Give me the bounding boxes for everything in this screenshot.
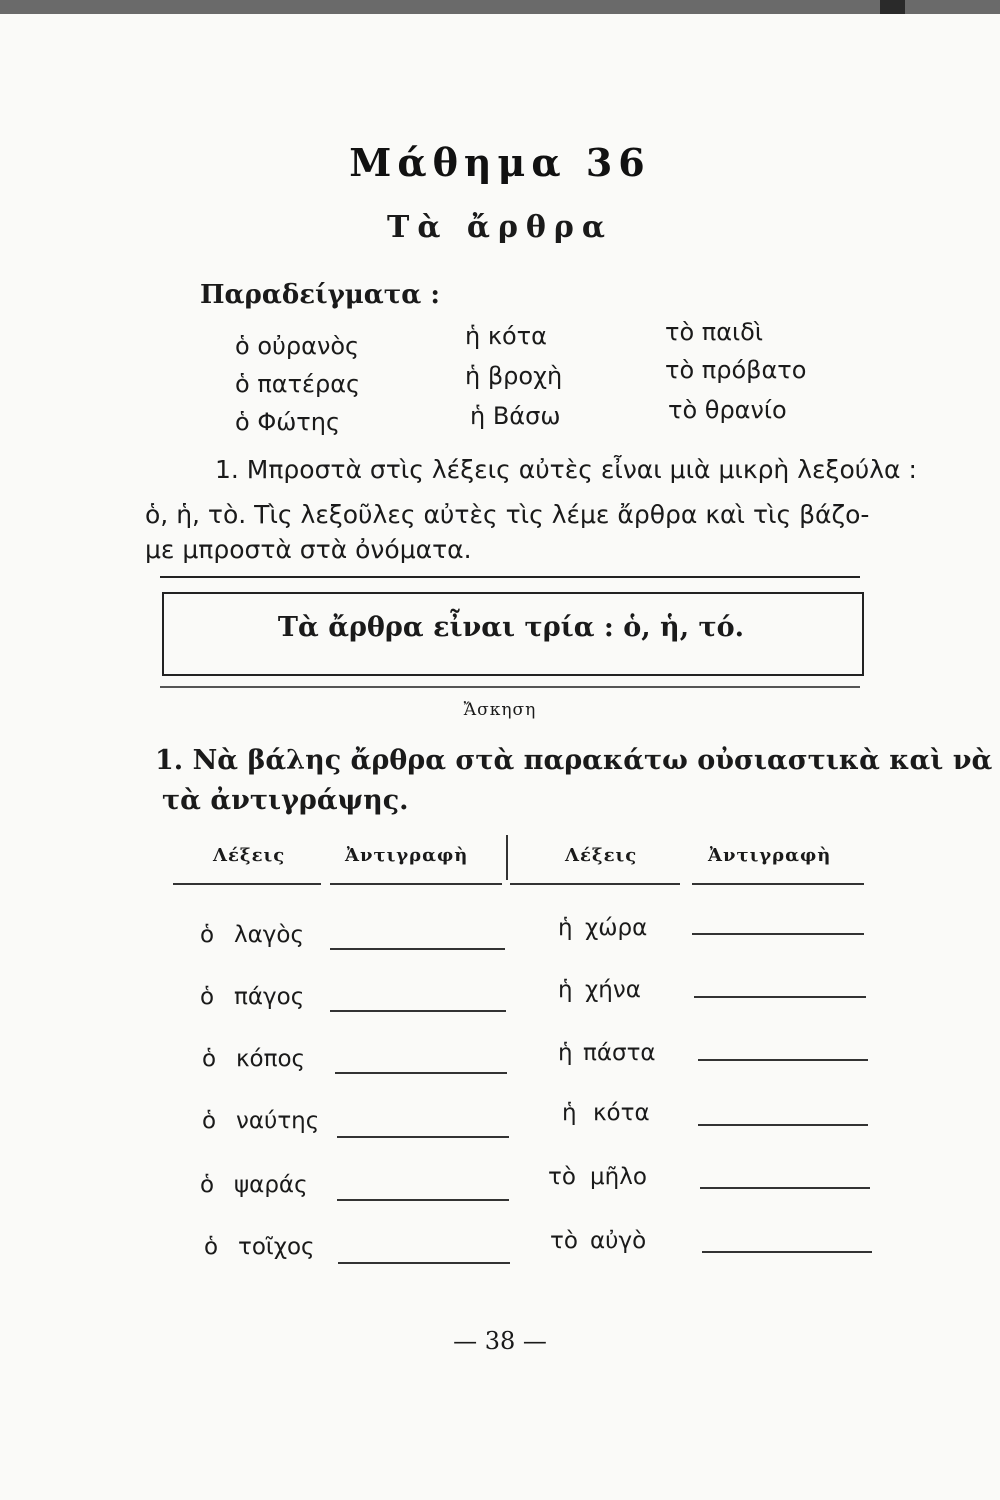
- answer-blank[interactable]: [330, 1010, 506, 1012]
- exercise-word: κόπος: [236, 1046, 306, 1072]
- column-divider: [506, 835, 508, 880]
- header-rule: [330, 883, 502, 885]
- exercise-word: χήνα: [585, 977, 641, 1003]
- exercise-heading: Ἄσκηση: [463, 700, 537, 720]
- lesson-subtitle: Τὰ ἄρθρα: [387, 210, 613, 245]
- exercise-word: αὐγὸ: [590, 1228, 647, 1254]
- answer-article: ἡ: [558, 1040, 573, 1066]
- answer-article: ὁ: [200, 922, 215, 948]
- answer-blank[interactable]: [692, 933, 864, 935]
- answer-blank[interactable]: [330, 948, 505, 950]
- example-item: τὸ θρανίο: [668, 396, 787, 424]
- divider: [160, 576, 860, 578]
- answer-blank[interactable]: [698, 1059, 868, 1061]
- column-header-copy: Ἀντιγραφὴ: [345, 845, 469, 866]
- answer-article: τὸ: [548, 1164, 576, 1190]
- answer-article: τὸ: [550, 1228, 578, 1254]
- paragraph-line: ὁ, ἡ, τὸ. Τὶς λεξοῦλες αὐτὲς τὶς λέμε ἄρθρα καὶ τὶς βάζο-: [145, 500, 870, 529]
- example-item: ὁ οὐρανὸς: [235, 332, 360, 360]
- answer-blank[interactable]: [335, 1072, 507, 1074]
- header-rule: [173, 883, 321, 885]
- exercise-word: ψαράς: [234, 1172, 308, 1198]
- answer-article: ὁ: [200, 1172, 215, 1198]
- answer-article: ἡ: [558, 915, 573, 941]
- exercise-word: χώρα: [585, 915, 648, 941]
- answer-article: ἡ: [558, 977, 573, 1003]
- exercise-word: πάγος: [234, 984, 305, 1010]
- example-item: τὸ παιδὶ: [665, 318, 763, 346]
- example-item: ὁ Φώτης: [235, 408, 341, 436]
- rule-box-text: Τὰ ἄρθρα εἶναι τρία : ὁ, ἡ, τό.: [277, 612, 745, 643]
- answer-blank[interactable]: [694, 996, 866, 998]
- example-item: ἡ κότα: [465, 322, 547, 350]
- exercise-task-line: τὰ ἀντιγράψης.: [162, 785, 409, 816]
- answer-blank[interactable]: [338, 1262, 510, 1264]
- answer-blank[interactable]: [700, 1187, 870, 1189]
- answer-blank[interactable]: [337, 1199, 509, 1201]
- lesson-title: Μάθημα 36: [349, 140, 651, 185]
- header-rule: [692, 883, 864, 885]
- exercise-word: πάστα: [583, 1040, 656, 1066]
- exercise-word: μῆλο: [590, 1164, 647, 1190]
- exercise-task-line: 1. Νὰ βάλης ἄρθρα στὰ παρακάτω οὐσιαστικὰ καὶ νὰ: [155, 745, 993, 776]
- column-header-words: Λέξεις: [565, 845, 638, 866]
- example-item: ὁ πατέρας: [235, 370, 361, 398]
- example-item: ἡ βροχὴ: [465, 362, 563, 390]
- examples-heading: Παραδείγματα :: [200, 280, 440, 310]
- paragraph-line: 1. Μπροστὰ στὶς λέξεις αὐτὲς εἶναι μιὰ μικρὴ λεξούλα :: [215, 455, 917, 484]
- answer-blank[interactable]: [337, 1136, 509, 1138]
- exercise-word: λαγὸς: [234, 922, 304, 948]
- answer-article: ἡ: [562, 1100, 577, 1126]
- exercise-word: τοῖχος: [238, 1234, 315, 1260]
- exercise-word: κότα: [593, 1100, 650, 1126]
- example-item: τὸ πρόβατο: [665, 356, 807, 384]
- column-header-words: Λέξεις: [213, 845, 286, 866]
- page-number: — 38 —: [453, 1327, 547, 1355]
- example-item: ἡ Βάσω: [470, 402, 561, 430]
- answer-article: ὁ: [204, 1234, 219, 1260]
- answer-blank[interactable]: [702, 1251, 872, 1253]
- header-rule: [510, 883, 680, 885]
- answer-article: ὁ: [202, 1046, 217, 1072]
- answer-article: ὁ: [200, 984, 215, 1010]
- answer-blank[interactable]: [698, 1124, 868, 1126]
- exercise-word: ναύτης: [236, 1108, 320, 1134]
- divider: [160, 686, 860, 688]
- paragraph-line: με μπροστὰ στὰ ὀνόματα.: [145, 535, 472, 564]
- answer-article: ὁ: [202, 1108, 217, 1134]
- column-header-copy: Ἀντιγραφὴ: [708, 845, 832, 866]
- scan-top-border: [0, 0, 1000, 14]
